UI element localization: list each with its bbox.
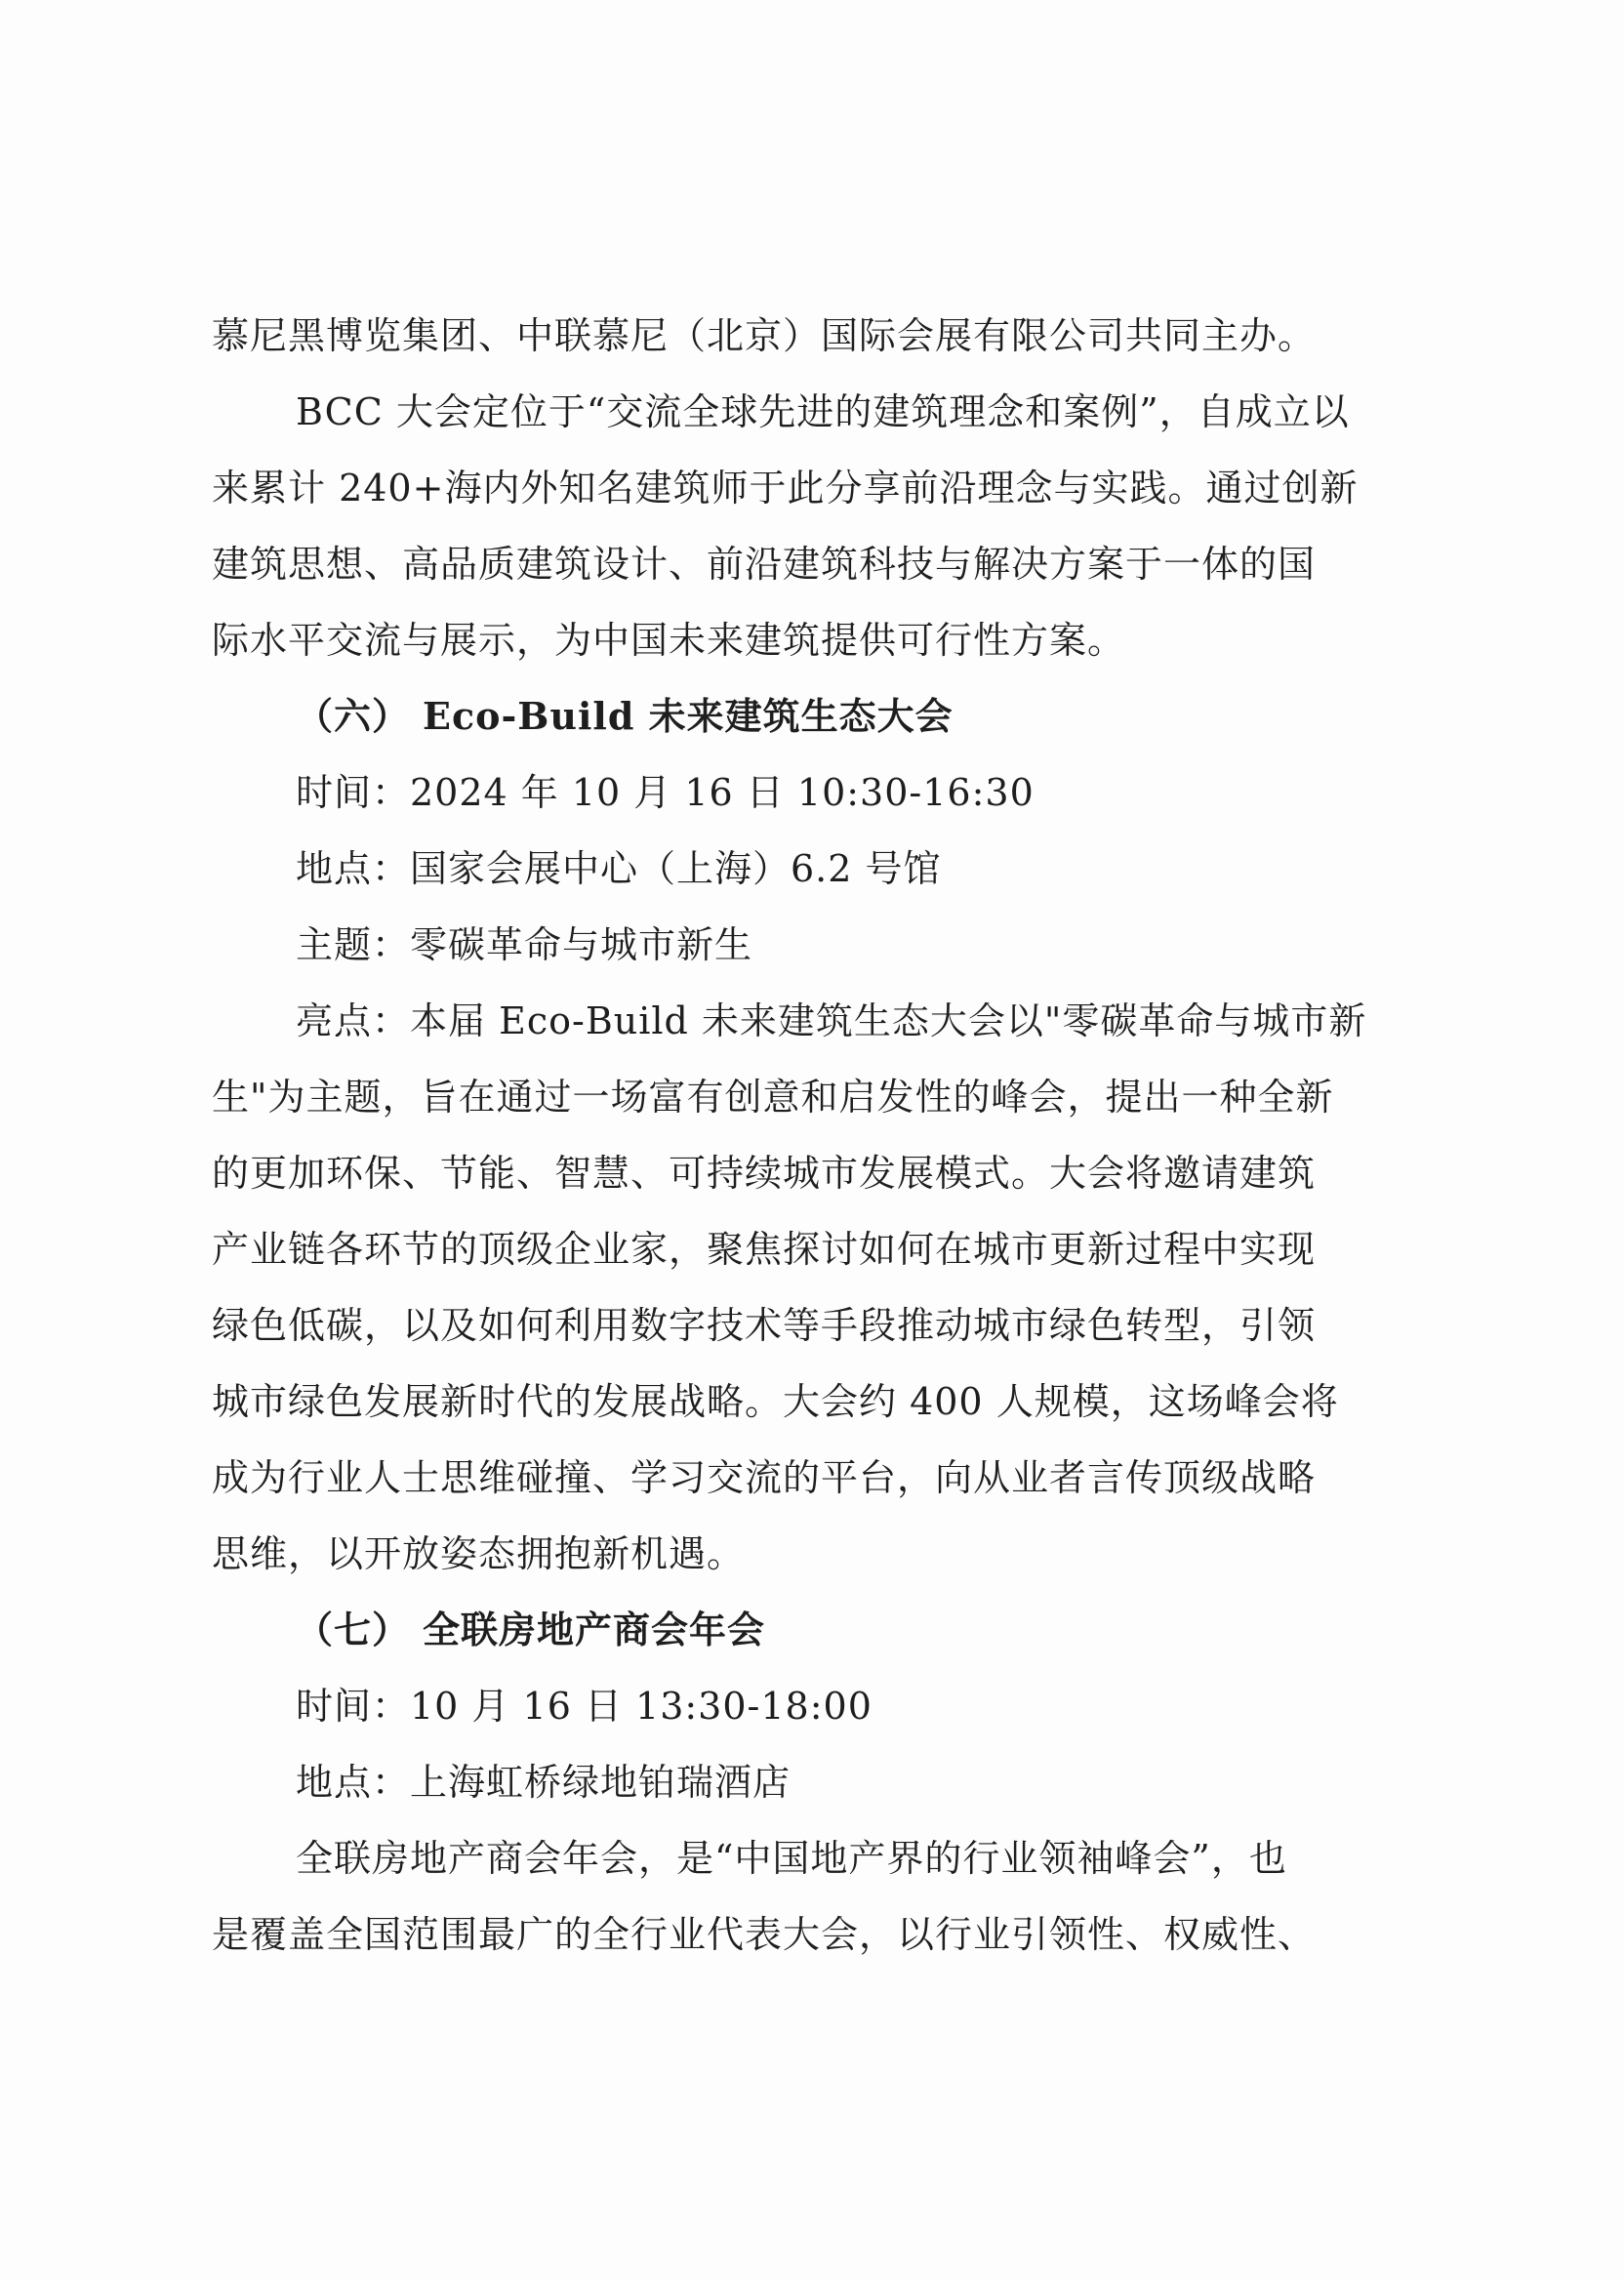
paragraph-line: 生"为主题，旨在通过一场富有创意和启发性的峰会，提出一种全新 xyxy=(212,1076,1334,1119)
event-theme: 主题：零碳革命与城市新生 xyxy=(296,923,753,966)
paragraph-line: 全联房地产商会年会，是“中国地产界的行业领袖峰会”，也 xyxy=(296,1837,1287,1880)
section-title: 全联房地产商会年会 xyxy=(423,1608,766,1651)
event-location: 地点：上海虹桥绿地铂瑞酒店 xyxy=(296,1761,792,1804)
event-time: 时间：2024 年 10 月 16 日 10:30-16:30 xyxy=(296,771,1035,814)
paragraph-line: 来累计 240+海内外知名建筑师于此分享前沿理念与实践。通过创新 xyxy=(212,467,1359,509)
paragraph-line: 慕尼黑博览集团、中联慕尼（北京）国际会展有限公司共同主办。 xyxy=(212,314,1317,357)
paragraph-line: 亮点：本届 Eco-Build 未来建筑生态大会以"零碳革命与城市新 xyxy=(296,999,1367,1042)
section-title: Eco-Build 未来建筑生态大会 xyxy=(423,694,954,738)
paragraph-line: 思维，以开放姿态拥抱新机遇。 xyxy=(212,1532,746,1575)
paragraph-line: 建筑思想、高品质建筑设计、前沿建筑科技与解决方案于一体的国 xyxy=(212,543,1317,586)
section-number: （七） xyxy=(296,1608,411,1651)
event-location: 地点：国家会展中心（上海）6.2 号馆 xyxy=(296,847,942,890)
paragraph-line: 成为行业人士思维碰撞、学习交流的平台，向从业者言传顶级战略 xyxy=(212,1456,1317,1499)
paragraph-line: 产业链各环节的顶级企业家，聚焦探讨如何在城市更新过程中实现 xyxy=(212,1228,1317,1271)
paragraph-line: 绿色低碳，以及如何利用数字技术等手段推动城市绿色转型，引领 xyxy=(212,1304,1317,1347)
section-heading-6 xyxy=(296,693,954,740)
section-heading-7 xyxy=(296,1607,765,1653)
paragraph-line: 是覆盖全国范围最广的全行业代表大会，以行业引领性、权威性、 xyxy=(212,1913,1317,1956)
section-number: （六） xyxy=(296,694,411,738)
paragraph-line: BCC 大会定位于“交流全球先进的建筑理念和案例”，自成立以 xyxy=(296,390,1350,433)
event-time: 时间：10 月 16 日 13:30-18:00 xyxy=(296,1685,873,1728)
paragraph-line: 的更加环保、节能、智慧、可持续城市发展模式。大会将邀请建筑 xyxy=(212,1152,1317,1195)
paragraph-line: 城市绿色发展新时代的发展战略。大会约 400 人规模，这场峰会将 xyxy=(212,1380,1339,1423)
paragraph-line: 际水平交流与展示，为中国未来建筑提供可行性方案。 xyxy=(212,619,1126,662)
